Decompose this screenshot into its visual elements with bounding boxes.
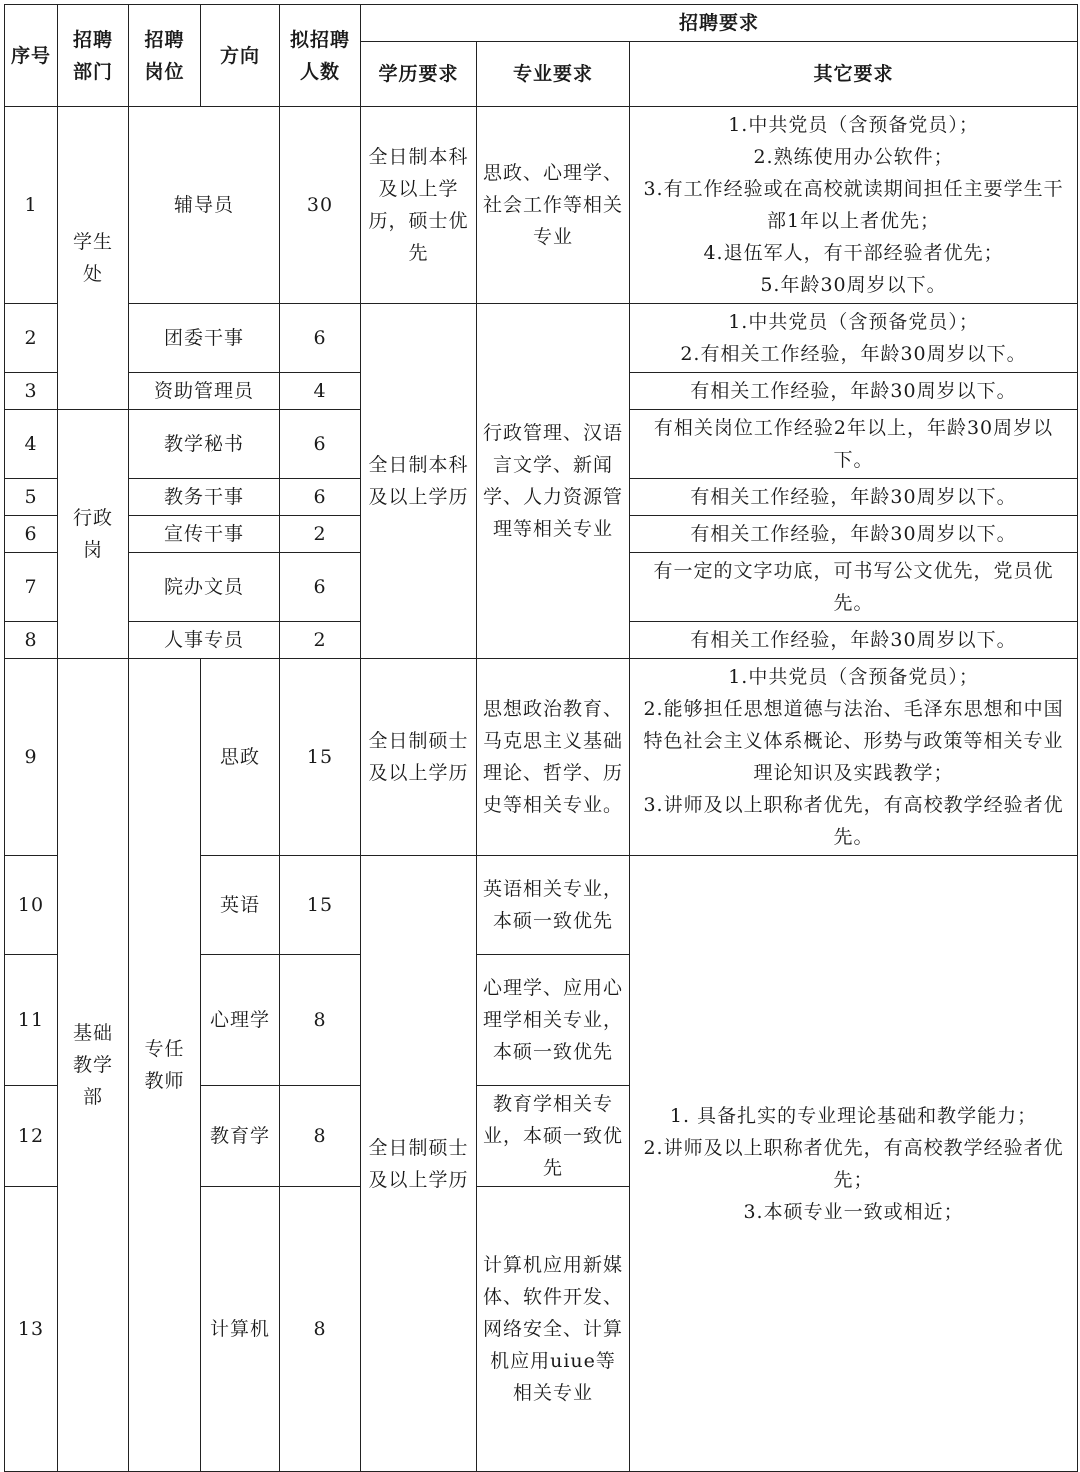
count-cell: 8: [280, 1086, 361, 1187]
table-row: [5, 659, 1078, 856]
seq-cell: 8: [5, 622, 58, 659]
other-req-cell: [630, 304, 1078, 373]
direction-cell: 心理学: [201, 955, 280, 1086]
header-count: 拟招聘人数: [280, 5, 361, 107]
direction-cell: 思政: [201, 659, 280, 856]
major-cell: 心理学、应用心理学相关专业，本硕一致优先: [477, 955, 630, 1086]
req-line: 1.中共党员（含预备党员）；: [728, 666, 979, 688]
other-req-cell: 有相关工作经验，年龄30周岁以下。: [630, 479, 1078, 516]
post-cell: 团委干事: [129, 304, 280, 373]
major-cell: 思想政治教育、马克思主义基础理论、哲学、历史等相关专业。: [477, 659, 630, 856]
education-cell: 全日制本科及以上学历，硕士优先: [361, 107, 477, 304]
count-cell: 30: [280, 107, 361, 304]
req-line: 3.有工作经验或在高校就读期间担任主要学生干部1年以上者优先；: [643, 178, 1064, 232]
header-education: 学历要求: [361, 42, 477, 107]
req-line: 2.熟练使用办公软件；: [753, 146, 954, 168]
other-req-cell: 有一定的文字功底，可书写公文优先，党员优先。: [630, 553, 1078, 622]
other-req-cell: [630, 659, 1078, 856]
direction-cell: 英语: [201, 856, 280, 955]
count-cell: 8: [280, 955, 361, 1086]
other-req-cell: [630, 107, 1078, 304]
education-cell: 全日制硕士及以上学历: [361, 856, 477, 1472]
dept-cell-student: 学生处: [58, 107, 129, 410]
header-dept: 招聘部门: [58, 5, 129, 107]
count-cell: 6: [280, 479, 361, 516]
seq-cell: 2: [5, 304, 58, 373]
seq-cell: 5: [5, 479, 58, 516]
seq-cell: 12: [5, 1086, 58, 1187]
education-cell: 全日制硕士及以上学历: [361, 659, 477, 856]
table-row: [5, 107, 1078, 304]
seq-cell: 6: [5, 516, 58, 553]
direction-cell: 计算机: [201, 1187, 280, 1472]
seq-cell: 11: [5, 955, 58, 1086]
req-line: 1. 具备扎实的专业理论基础和教学能力；: [669, 1104, 1038, 1127]
seq-cell: 4: [5, 410, 58, 479]
header-row: [5, 5, 1078, 42]
post-cell: 院办文员: [129, 553, 280, 622]
header-direction: 方向: [201, 5, 280, 107]
header-seq: 序号: [5, 5, 58, 107]
count-cell: 4: [280, 373, 361, 410]
other-req-cell: 有相关工作经验，年龄30周岁以下。: [630, 516, 1078, 553]
other-req-cell: 有相关工作经验，年龄30周岁以下。: [630, 622, 1078, 659]
major-cell: 英语相关专业，本硕一致优先: [477, 856, 630, 955]
req-line: 2.有相关工作经验，年龄30周岁以下。: [680, 343, 1027, 365]
count-cell: 8: [280, 1187, 361, 1472]
dept-cell-admin: 行政岗: [58, 410, 129, 659]
post-cell: 资助管理员: [129, 373, 280, 410]
education-cell: 全日制本科及以上学历: [361, 304, 477, 659]
other-req-cell: [630, 856, 1078, 1472]
header-requirements: 招聘要求: [361, 5, 1078, 42]
count-cell: 2: [280, 516, 361, 553]
recruitment-table: [4, 4, 1078, 1472]
seq-cell: 10: [5, 856, 58, 955]
count-cell: 15: [280, 856, 361, 955]
req-line: 4.退伍军人，有干部经验者优先；: [703, 242, 1004, 264]
req-line: 1.中共党员（含预备党员）；: [728, 114, 979, 136]
major-cell: 教育学相关专业，本硕一致优先: [477, 1086, 630, 1187]
other-req-cell: 有相关工作经验，年龄30周岁以下。: [630, 373, 1078, 410]
count-cell: 6: [280, 410, 361, 479]
major-cell: 计算机应用新媒体、软件开发、网络安全、计算机应用uiue等相关专业: [477, 1187, 630, 1472]
post-cell: 教务干事: [129, 479, 280, 516]
req-line: 3.本硕专业一致或相近；: [743, 1200, 964, 1223]
count-cell: 6: [280, 553, 361, 622]
major-cell: 思政、心理学、社会工作等相关专业: [477, 107, 630, 304]
seq-cell: 7: [5, 553, 58, 622]
req-line: 5.年龄30周岁以下。: [760, 274, 947, 296]
count-cell: 15: [280, 659, 361, 856]
other-req-cell: 有相关岗位工作经验2年以上，年龄30周岁以下。: [630, 410, 1078, 479]
major-cell: 行政管理、汉语言文学、新闻学、人力资源管理等相关专业: [477, 304, 630, 659]
req-line: 2.讲师及以上职称者优先，有高校教学经验者优先；: [643, 1136, 1064, 1191]
req-line: 2.能够担任思想道德与法治、毛泽东思想和中国特色社会主义体系概论、形势与政策等相关专业理论知识及实践教学；: [643, 698, 1064, 784]
count-cell: 2: [280, 622, 361, 659]
seq-cell: 3: [5, 373, 58, 410]
post-cell: 人事专员: [129, 622, 280, 659]
post-cell: 教学秘书: [129, 410, 280, 479]
table-row: [5, 304, 1078, 373]
header-other: 其它要求: [630, 42, 1078, 107]
count-cell: 6: [280, 304, 361, 373]
post-cell: 宣传干事: [129, 516, 280, 553]
post-cell: 辅导员: [129, 107, 280, 304]
req-line: 1.中共党员（含预备党员）；: [728, 311, 979, 333]
seq-cell: 9: [5, 659, 58, 856]
seq-cell: 1: [5, 107, 58, 304]
post-cell-teacher: 专任教师: [129, 659, 201, 1472]
header-post: 招聘岗位: [129, 5, 201, 107]
seq-cell: 13: [5, 1187, 58, 1472]
header-major: 专业要求: [477, 42, 630, 107]
dept-cell-basic: 基础教学部: [58, 659, 129, 1472]
req-line: 3.讲师及以上职称者优先，有高校教学经验者优先。: [643, 794, 1064, 848]
direction-cell: 教育学: [201, 1086, 280, 1187]
